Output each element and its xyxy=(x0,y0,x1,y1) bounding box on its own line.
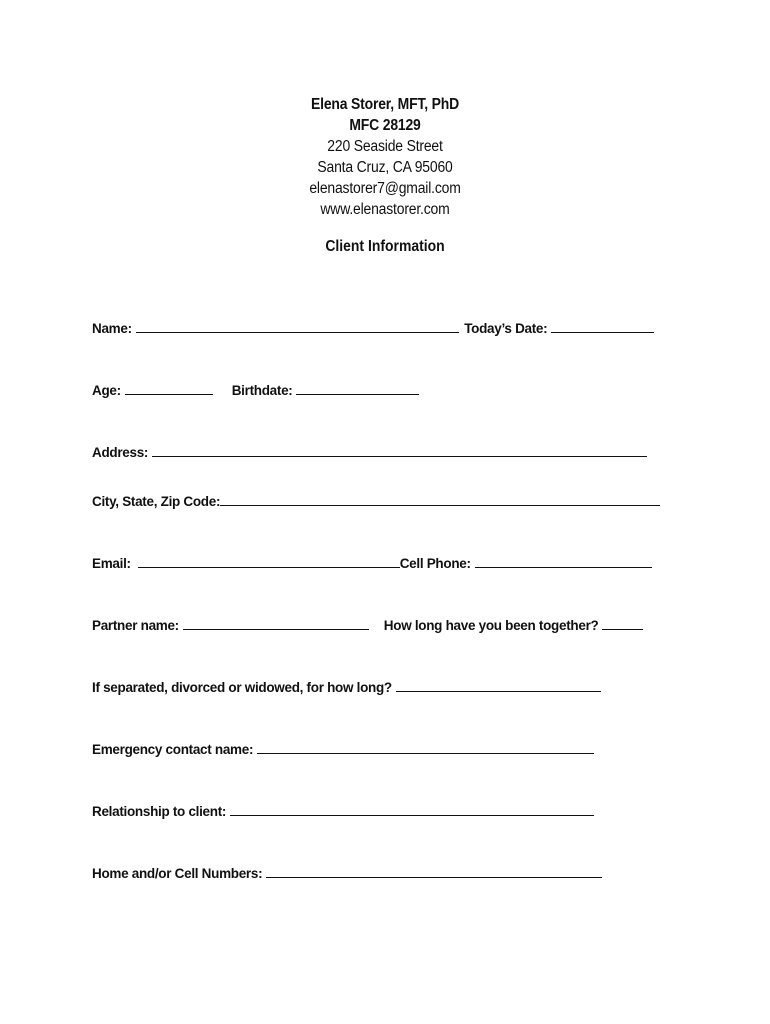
cell-phone-label: Cell Phone: xyxy=(399,556,471,571)
age-label: Age: xyxy=(92,383,121,398)
home-cell-numbers-field[interactable] xyxy=(266,865,602,878)
city-state-zip-row xyxy=(92,493,660,510)
partner-name-field[interactable] xyxy=(183,617,369,630)
city-state-zip-label: City, State, Zip Code: xyxy=(92,494,221,509)
address-field[interactable] xyxy=(152,444,647,457)
form-title: Client Information xyxy=(325,238,445,255)
street-address: 220 Seaside Street xyxy=(327,138,443,155)
emergency-contact-field[interactable] xyxy=(257,741,594,754)
separated-field[interactable] xyxy=(396,679,601,692)
home-cell-numbers-label: Home and/or Cell Numbers: xyxy=(92,866,263,881)
age-birthdate-row xyxy=(92,382,419,399)
how-long-together-field[interactable] xyxy=(602,617,643,630)
birthdate-label: Birthdate: xyxy=(231,383,293,398)
todays-date-label: Today’s Date: xyxy=(464,321,548,336)
address-row xyxy=(92,444,647,461)
relationship-row xyxy=(92,803,594,820)
email-label: Email: xyxy=(92,556,131,571)
partner-name-label: Partner name: xyxy=(92,618,179,633)
relationship-label: Relationship to client: xyxy=(92,804,227,819)
separated-label: If separated, divorced or widowed, for how long? xyxy=(92,680,392,695)
name-label: Name: xyxy=(92,321,132,336)
name-date-row xyxy=(92,320,654,337)
relationship-field[interactable] xyxy=(230,803,594,816)
address-label: Address: xyxy=(92,445,149,460)
letterhead xyxy=(0,94,770,220)
name-field[interactable] xyxy=(136,320,459,333)
birthdate-field[interactable] xyxy=(296,382,419,395)
license-number: MFC 28129 xyxy=(349,117,421,134)
cell-phone-field[interactable] xyxy=(475,555,652,568)
home-cell-numbers-row xyxy=(92,865,602,882)
emergency-contact-row xyxy=(92,741,594,758)
separated-row xyxy=(92,679,601,696)
city-state-zip-field[interactable] xyxy=(220,493,660,506)
email-phone-row xyxy=(92,555,652,572)
city-state-zip: Santa Cruz, CA 95060 xyxy=(317,159,453,176)
practitioner-name: Elena Storer, MFT, PhD xyxy=(311,96,459,113)
contact-email: elenastorer7@gmail.com xyxy=(309,180,461,197)
partner-row xyxy=(92,617,643,634)
website: www.elenastorer.com xyxy=(320,201,450,218)
how-long-together-label: How long have you been together? xyxy=(383,618,599,633)
emergency-contact-label: Emergency contact name: xyxy=(92,742,254,757)
age-field[interactable] xyxy=(125,382,213,395)
todays-date-field[interactable] xyxy=(551,320,654,333)
email-field[interactable] xyxy=(138,555,400,568)
